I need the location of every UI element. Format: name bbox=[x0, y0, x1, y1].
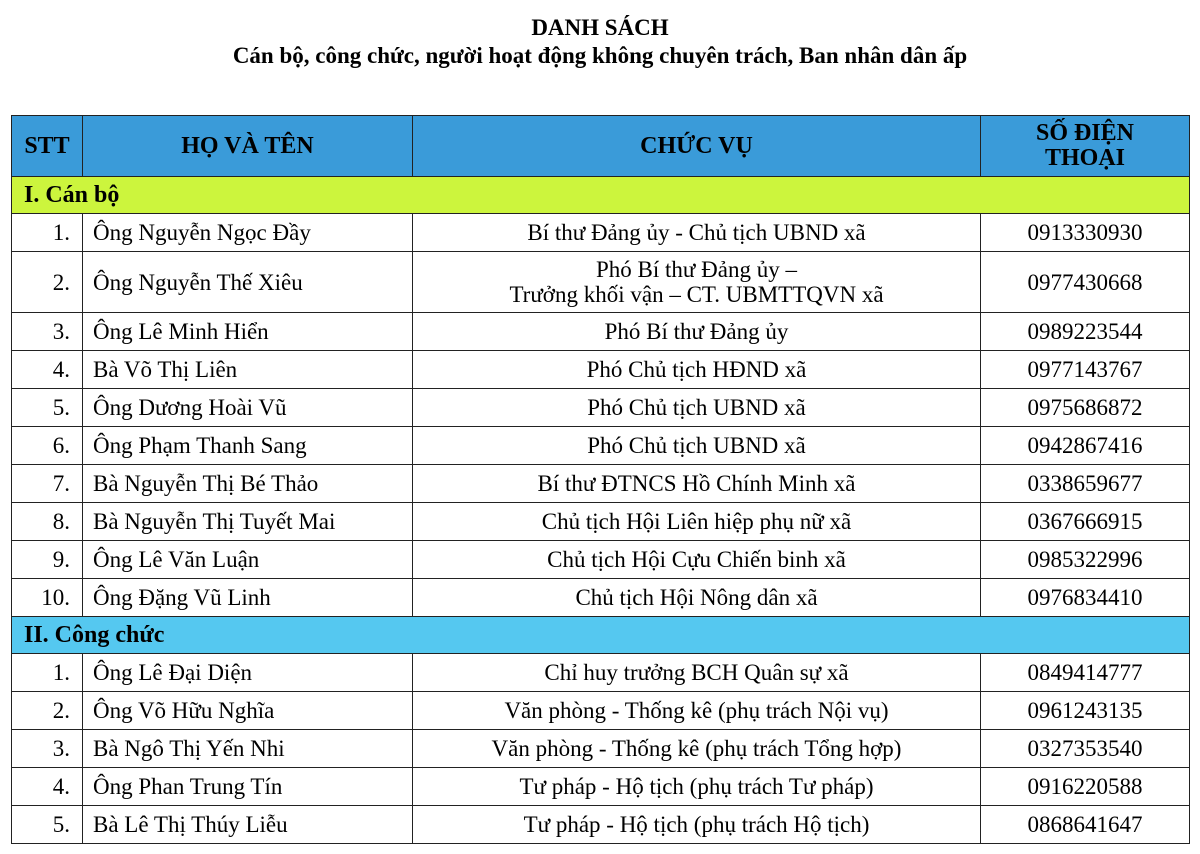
table-row bbox=[12, 541, 1190, 579]
cell-phone: 0916220588 bbox=[981, 768, 1190, 806]
table-row bbox=[12, 692, 1190, 730]
cell-phone: 0942867416 bbox=[981, 427, 1190, 465]
cell-name: Ông Phạm Thanh Sang bbox=[83, 427, 413, 465]
table-row bbox=[12, 351, 1190, 389]
cell-name: Ông Lê Minh Hiển bbox=[83, 313, 413, 351]
cell-name: Bà Nguyễn Thị Bé Thảo bbox=[83, 465, 413, 503]
header-phone-line2: THOẠI bbox=[1044, 145, 1125, 171]
table-row bbox=[12, 389, 1190, 427]
cell-stt: 4. bbox=[12, 768, 83, 806]
cell-position: Bí thư ĐTNCS Hồ Chính Minh xã bbox=[413, 465, 981, 503]
cell-phone: 0961243135 bbox=[981, 692, 1190, 730]
cell-stt: 5. bbox=[12, 389, 83, 427]
table-row bbox=[12, 730, 1190, 768]
cell-stt: 5. bbox=[12, 806, 83, 844]
section-title: II. Công chức bbox=[12, 617, 1190, 654]
cell-stt: 1. bbox=[12, 654, 83, 692]
cell-name: Ông Phan Trung Tín bbox=[83, 768, 413, 806]
section-row-cong-chuc bbox=[12, 617, 1190, 654]
section-row-can-bo bbox=[12, 177, 1190, 214]
cell-position-line2: Trưởng khối vận – CT. UBMTTQVN xã bbox=[509, 282, 884, 307]
cell-stt: 4. bbox=[12, 351, 83, 389]
cell-name: Ông Nguyễn Ngọc Đầy bbox=[83, 214, 413, 252]
cell-stt: 7. bbox=[12, 465, 83, 503]
cell-stt: 10. bbox=[12, 579, 83, 617]
cell-position: Phó Chủ tịch UBND xã bbox=[413, 389, 981, 427]
table-row bbox=[12, 427, 1190, 465]
cell-stt: 3. bbox=[12, 313, 83, 351]
cell-phone: 0975686872 bbox=[981, 389, 1190, 427]
table-row bbox=[12, 214, 1190, 252]
cell-stt: 8. bbox=[12, 503, 83, 541]
cell-position: Chủ tịch Hội Nông dân xã bbox=[413, 579, 981, 617]
document-title: DANH SÁCH bbox=[531, 15, 669, 40]
cell-stt: 2. bbox=[12, 692, 83, 730]
cell-position: Phó Chủ tịch UBND xã bbox=[413, 427, 981, 465]
header-phone bbox=[981, 116, 1190, 177]
cell-position: Tư pháp - Hộ tịch (phụ trách Tư pháp) bbox=[413, 768, 981, 806]
table-row bbox=[12, 313, 1190, 351]
header-phone-line1: SỐ ĐIỆN bbox=[1035, 120, 1135, 146]
header-stt: STT bbox=[12, 116, 83, 177]
cell-phone: 0976834410 bbox=[981, 579, 1190, 617]
cell-phone: 0989223544 bbox=[981, 313, 1190, 351]
staff-table bbox=[11, 115, 1190, 844]
cell-phone: 0327353540 bbox=[981, 730, 1190, 768]
cell-name: Ông Lê Văn Luận bbox=[83, 541, 413, 579]
header-position: CHỨC VỤ bbox=[413, 116, 981, 177]
cell-name: Ông Đặng Vũ Linh bbox=[83, 579, 413, 617]
cell-position: Văn phòng - Thống kê (phụ trách Tổng hợp) bbox=[413, 730, 981, 768]
document-subtitle: Cán bộ, công chức, người hoạt động không chuyên trách, Ban nhân dân ấp bbox=[232, 43, 968, 68]
document-title-block bbox=[0, 14, 1200, 70]
cell-stt: 3. bbox=[12, 730, 83, 768]
cell-phone: 0367666915 bbox=[981, 503, 1190, 541]
table-row bbox=[12, 503, 1190, 541]
cell-name: Bà Ngô Thị Yến Nhi bbox=[83, 730, 413, 768]
table-row bbox=[12, 768, 1190, 806]
cell-stt: 2. bbox=[12, 252, 83, 313]
cell-position: Chủ tịch Hội Cựu Chiến binh xã bbox=[413, 541, 981, 579]
cell-name: Ông Dương Hoài Vũ bbox=[83, 389, 413, 427]
cell-phone: 0977430668 bbox=[981, 252, 1190, 313]
table-row bbox=[12, 465, 1190, 503]
cell-phone: 0977143767 bbox=[981, 351, 1190, 389]
cell-phone: 0868641647 bbox=[981, 806, 1190, 844]
table-header-row bbox=[12, 116, 1190, 177]
cell-name: Bà Võ Thị Liên bbox=[83, 351, 413, 389]
cell-phone: 0985322996 bbox=[981, 541, 1190, 579]
cell-phone: 0913330930 bbox=[981, 214, 1190, 252]
cell-name: Ông Võ Hữu Nghĩa bbox=[83, 692, 413, 730]
table-row bbox=[12, 654, 1190, 692]
section-title: I. Cán bộ bbox=[12, 177, 1190, 214]
cell-name: Ông Lê Đại Diện bbox=[83, 654, 413, 692]
cell-position: Chủ tịch Hội Liên hiệp phụ nữ xã bbox=[413, 503, 981, 541]
cell-name: Bà Nguyễn Thị Tuyết Mai bbox=[83, 503, 413, 541]
cell-stt: 1. bbox=[12, 214, 83, 252]
table-row bbox=[12, 579, 1190, 617]
cell-position: Bí thư Đảng ủy - Chủ tịch UBND xã bbox=[413, 214, 981, 252]
cell-stt: 6. bbox=[12, 427, 83, 465]
table-row bbox=[12, 252, 1190, 313]
cell-position bbox=[413, 252, 981, 313]
cell-stt: 9. bbox=[12, 541, 83, 579]
cell-position: Chỉ huy trưởng BCH Quân sự xã bbox=[413, 654, 981, 692]
cell-position: Tư pháp - Hộ tịch (phụ trách Hộ tịch) bbox=[413, 806, 981, 844]
cell-position: Phó Bí thư Đảng ủy bbox=[413, 313, 981, 351]
cell-name: Ông Nguyễn Thế Xiêu bbox=[83, 252, 413, 313]
cell-name: Bà Lê Thị Thúy Liễu bbox=[83, 806, 413, 844]
cell-position-line1: Phó Bí thư Đảng ủy – bbox=[596, 257, 797, 282]
cell-phone: 0849414777 bbox=[981, 654, 1190, 692]
header-name: HỌ VÀ TÊN bbox=[83, 116, 413, 177]
cell-position: Văn phòng - Thống kê (phụ trách Nội vụ) bbox=[413, 692, 981, 730]
cell-phone: 0338659677 bbox=[981, 465, 1190, 503]
cell-position: Phó Chủ tịch HĐND xã bbox=[413, 351, 981, 389]
table-row bbox=[12, 806, 1190, 844]
